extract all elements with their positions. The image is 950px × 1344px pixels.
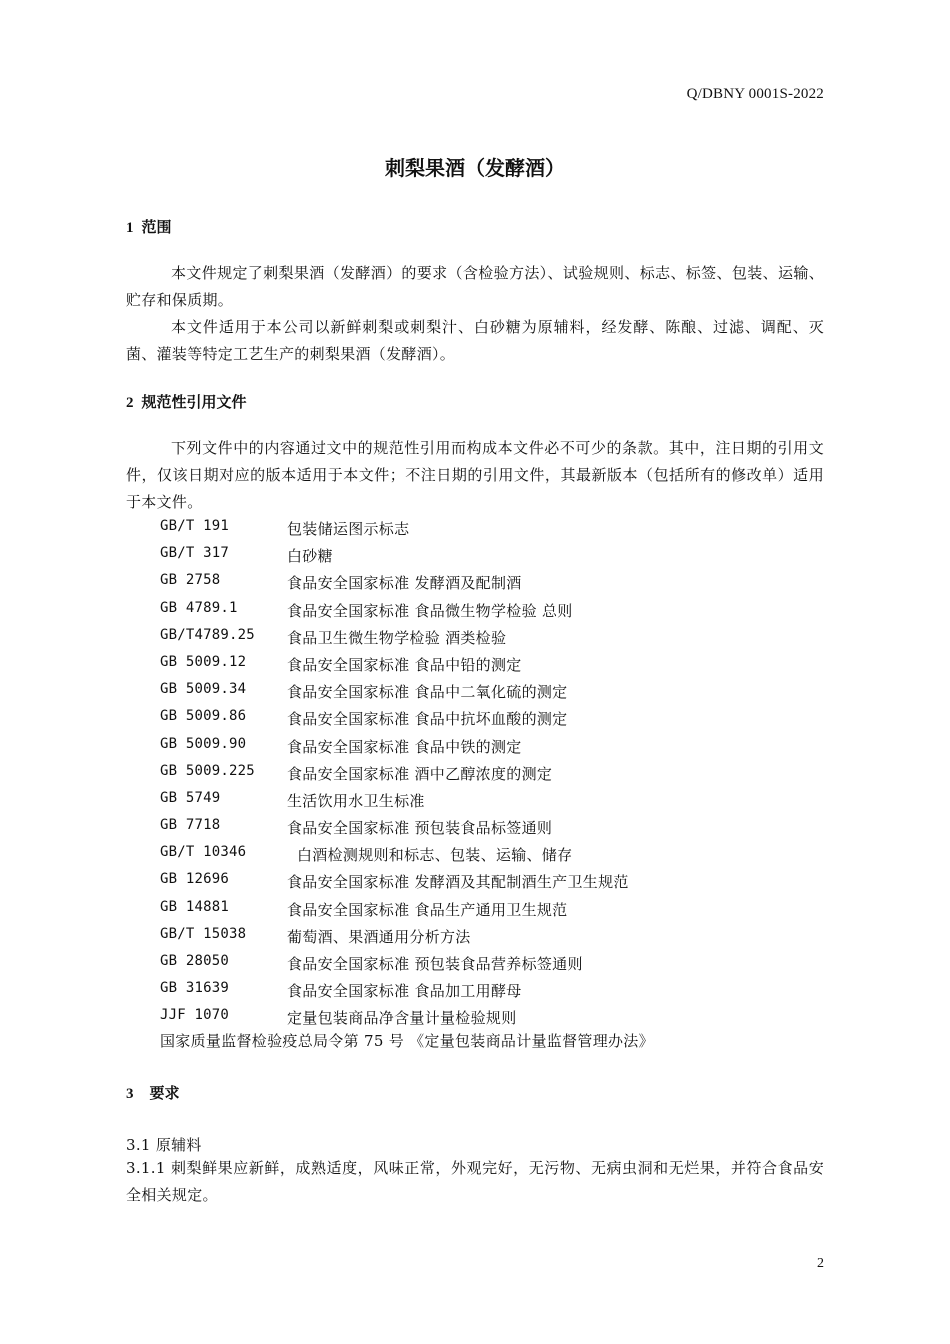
reference-code: GB 28050 [160,953,230,969]
section-number: 2 [126,395,134,411]
reference-code: GB 5009.12 [160,653,247,670]
reference-item [160,518,820,545]
reference-code: GB/T 10346 [160,844,247,861]
reference-item [160,763,820,790]
reference-title: 食品安全国家标准 食品微生物学检验 总则 [287,601,573,620]
reference-code: GB 5009.34 [160,681,247,698]
reference-code: GB 31639 [160,980,230,997]
reference-code: GB/T 15038 [160,925,247,942]
section-3-heading [126,1082,180,1103]
reference-code: GB/T 317 [160,545,230,562]
section-number: 3 [126,1086,134,1102]
reference-item [160,600,820,627]
reference-code: GB 2758 [160,572,221,589]
reference-title: 食品安全国家标准 食品中抗坏血酸的测定 [287,710,568,729]
reference-code: GB/T 191 [160,518,230,534]
reference-title: 食品安全国家标准 食品中二氧化硫的测定 [287,683,568,702]
reference-item [160,736,820,763]
reference-title: 食品安全国家标准 预包装食品标签通则 [287,819,553,838]
reference-item [160,627,820,654]
reference-item [160,545,820,572]
reference-title: 定量包装商品净含量计量检验规则 [287,1009,517,1028]
reference-item [160,654,820,681]
reference-item [160,817,820,844]
reference-title: 食品安全国家标准 酒中乙醇浓度的测定 [287,764,553,783]
section-2-intro: 下列文件中的内容通过文中的规范性引用而构成本文件必不可少的条款。其中，注日期的引用文件，仅该日期对应的版本适用于本文件；不注日期的引用文件，其最新版本（包括所有的修改单）适用于本文件。 [126,439,824,511]
reference-item [160,953,820,980]
reference-title: 食品卫生微生物学检验 酒类检验 [287,628,507,647]
reference-title: 葡萄酒、果酒通用分析方法 [287,927,471,946]
section-1-heading [126,216,172,237]
section-title: 要求 [149,1084,180,1102]
reference-title: 食品安全国家标准 食品中铅的测定 [287,655,522,674]
reference-item [160,844,820,871]
section-1-paragraph-2: 本文件适用于本公司以新鲜刺梨或刺梨汁、白砂糖为原辅料，经发酵、陈酿、过滤、调配、灭菌、灌装等特定工艺生产的刺梨果酒（发酵酒）。 [126,318,824,363]
page-number: 2 [817,1256,824,1271]
reference-code: GB 12696 [160,871,230,888]
reference-code: GB 5009.86 [160,708,247,725]
reference-code: GB 5009.90 [160,735,247,752]
section-number: 1 [126,220,134,236]
reference-code: GB 4789.1 [160,599,238,616]
reference-item [160,926,820,953]
subsection-3-1: 3.1 原辅料 [126,1136,202,1154]
reference-code: JJF 1070 [160,1007,230,1024]
reference-code: GB/T4789.25 [160,626,255,643]
section-2-heading [126,391,247,412]
document-code: Q/DBNY 0001S-2022 [686,86,824,102]
section-title: 范围 [141,218,172,236]
reference-title: 白砂糖 [287,547,333,566]
reference-item [160,708,820,735]
reference-title: 食品安全国家标准 发酵酒及其配制酒生产卫生规范 [287,873,629,892]
section-1-paragraph-1: 本文件规定了刺梨果酒（发酵酒）的要求（含检验方法）、试验规则、标志、标签、包装、运输、贮存和保质期。 [126,264,824,309]
reference-order: 国家质量监督检验疫总局令第 75 号 《定量包装商品计量监督管理办法》 [160,1032,654,1050]
reference-code: GB 7718 [160,817,221,834]
reference-item [160,572,820,599]
reference-title: 白酒检测规则和标志、包装、运输、储存 [297,846,573,865]
reference-item [160,899,820,926]
reference-list [160,518,820,1035]
reference-code: GB 5009.225 [160,762,255,779]
subsection-3-1-1: 3.1.1 刺梨鲜果应新鲜，成熟适度，风味正常，外观完好，无污物、无病虫洞和无烂果，并符合食品安全相关规定。 [126,1159,824,1204]
reference-item [160,790,820,817]
document-title: 刺梨果酒（发酵酒） [385,156,565,180]
reference-item [160,681,820,708]
reference-title: 包装储运图示标志 [287,520,410,538]
reference-title: 食品安全国家标准 食品中铁的测定 [287,737,522,756]
reference-title: 食品安全国家标准 食品生产通用卫生规范 [287,900,568,919]
reference-code: GB 14881 [160,898,230,915]
reference-title: 食品安全国家标准 食品加工用酵母 [287,982,522,1001]
reference-title: 生活饮用水卫生标准 [287,791,425,810]
reference-item [160,871,820,898]
section-title: 规范性引用文件 [141,393,247,411]
reference-title: 食品安全国家标准 预包装食品营养标签通则 [287,955,583,973]
reference-item [160,980,820,1007]
reference-code: GB 5749 [160,789,221,806]
reference-title: 食品安全国家标准 发酵酒及配制酒 [287,574,522,593]
